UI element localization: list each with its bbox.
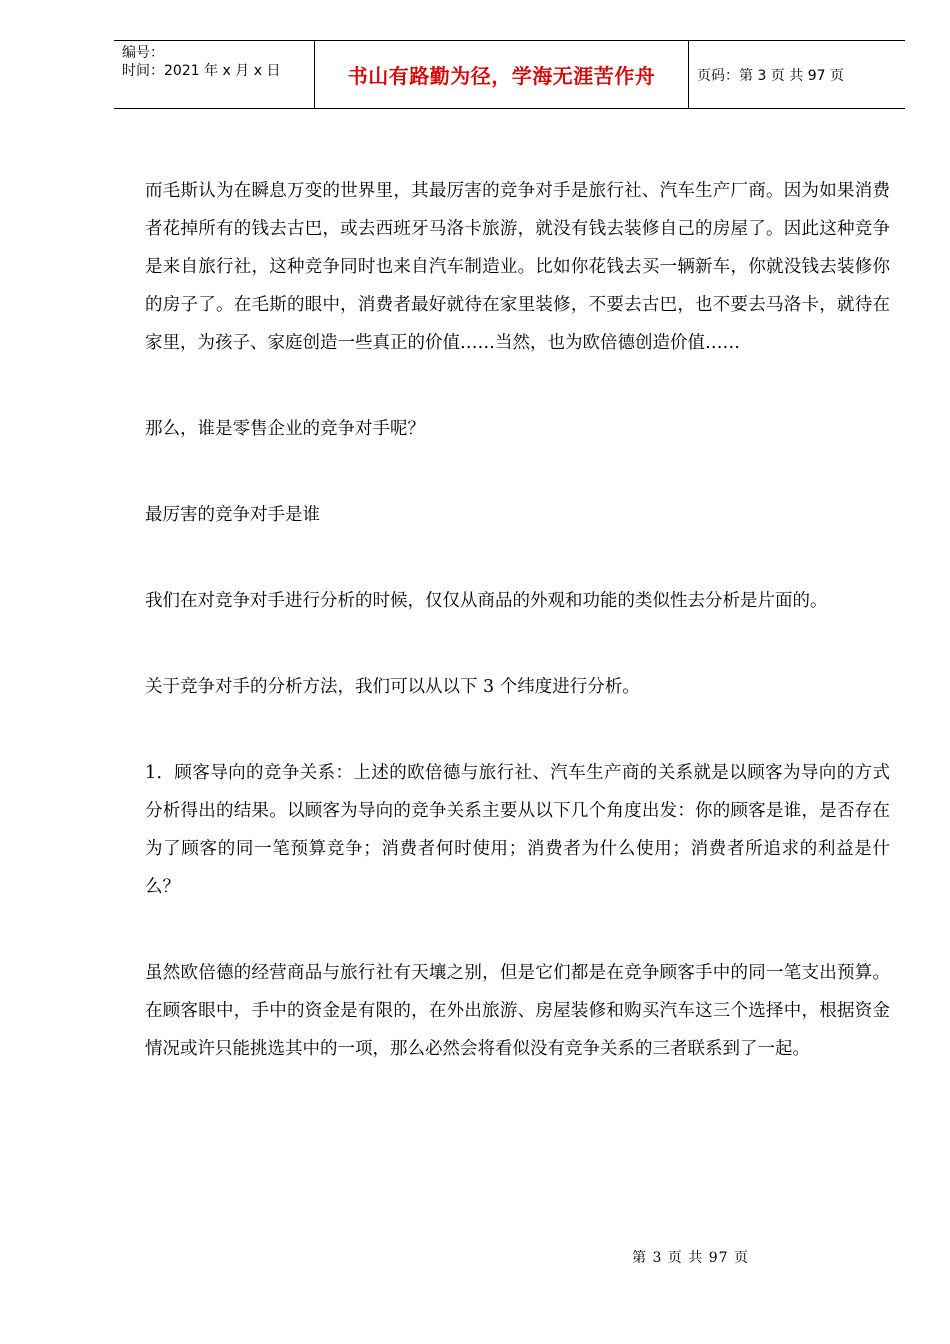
list-item: 1．顾客导向的竞争关系：上述的欧倍德与旅行社、汽车生产商的关系就是以顾客为导向的方式分析得出的结果。以顾客为导向的竞争关系主要从以下几个角度出发：你的顾客是谁，是否存在为了顾客的同一笔预算竞争；消费者何时使用；消费者为什么使用；消费者所追求的利益是什么？	[145, 763, 890, 897]
page-footer: 第 3 页 共 97 页	[632, 1250, 749, 1266]
document-body	[145, 172, 890, 1068]
body-paragraph: 关于竞争对手的分析方法，我们可以从以下 3 个纬度进行分析。	[145, 677, 640, 697]
body-paragraph: 虽然欧倍德的经营商品与旅行社有天壤之别，但是它们都是在竞争顾客手中的同一笔支出预算。在顾客眼中，手中的资金是有限的，在外出旅游、房屋装修和购买汽车这三个选择中，根据资金情况或许只能挑选其中的一项，那么必然会将看似没有竞争关系的三者联系到了一起。	[145, 963, 890, 1059]
body-paragraph: 那么，谁是零售企业的竞争对手呢？	[145, 419, 425, 439]
header-page-info-cell	[689, 41, 905, 108]
body-paragraph: 我们在对竞争对手进行分析的时候，仅仅从商品的外观和功能的类似性去分析是片面的。	[145, 591, 828, 611]
header-motto: 书山有路勤为径，学海无涯苦作舟	[347, 64, 656, 88]
page-header	[114, 40, 905, 109]
section-heading: 最厉害的竞争对手是谁	[145, 505, 320, 525]
header-meta	[114, 41, 315, 108]
header-motto-cell	[315, 41, 689, 108]
header-page-info: 页码：第 3 页 共 97 页	[697, 67, 844, 84]
body-paragraph: 而毛斯认为在瞬息万变的世界里，其最厉害的竞争对手是旅行社、汽车生产厂商。因为如果消费者花掉所有的钱去古巴，或去西班牙马洛卡旅游，就没有钱去装修自己的房屋了。因此这种竞争是来自旅行社，这种竞争同时也来自汽车制造业。比如你花钱去买一辆新车，你就没钱去装修你的房子了。在毛斯的眼中，消费者最好就待在家里装修，不要去古巴，也不要去马洛卡，就待在家里，为孩子、家庭创造一些真正的价值……当然，也为欧倍德创造价值……	[145, 181, 890, 353]
document-code-label: 编号：	[122, 45, 164, 61]
document-time-label: 时间：2021 年 x 月 x 日	[122, 63, 281, 79]
